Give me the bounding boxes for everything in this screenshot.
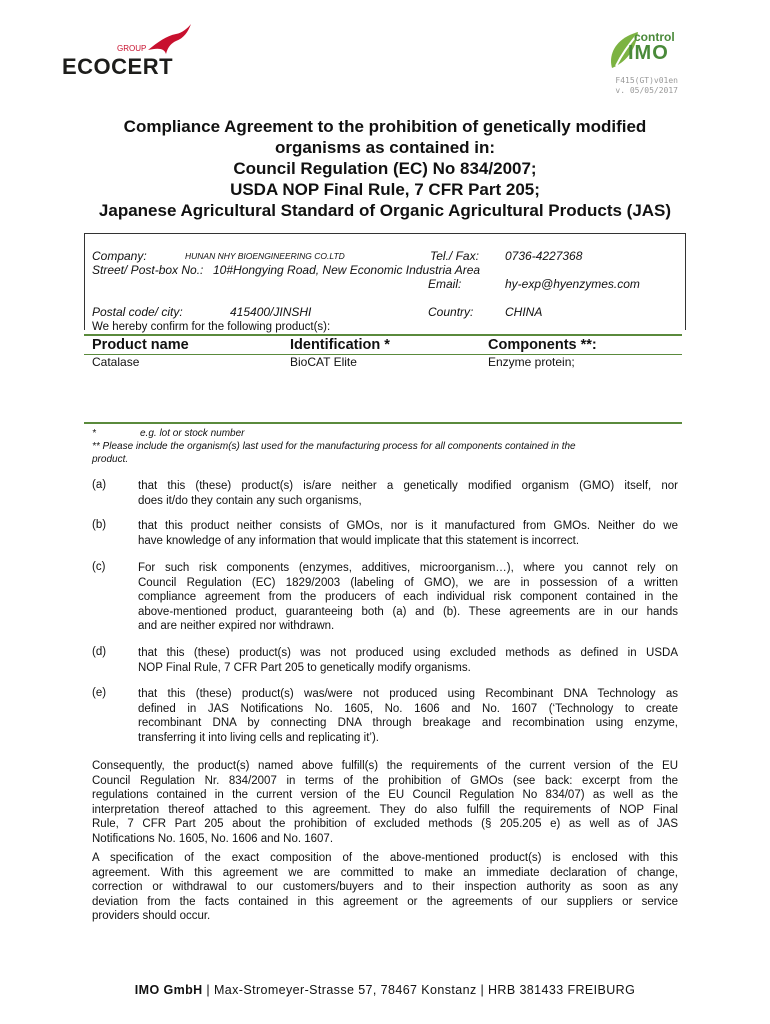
clause-line: that this (these) product(s) was/were not produced using Recombinant DNA Technology as [138,688,678,700]
clause-line: that this (these) product(s) is/are neither a genetically modified organism (GMO) itself, nor [138,480,678,492]
footnote-star: * [92,428,96,439]
closing-line: providers should occur. [92,910,211,922]
clause-line: does it/do they contain any such organisms, [138,494,362,507]
tel-value: 0736-4227368 [505,249,583,263]
clause-label: (e) [92,687,107,699]
title-line-4: USDA NOP Final Rule, 7 CFR Part 205; [230,180,540,199]
title-line-1: Compliance Agreement to the prohibition of genetically modified [123,117,647,136]
imo-wordmark: IMO [628,42,669,64]
clause-line: that this (these) product(s) was not produced using excluded methods as defined in USDA [138,647,678,659]
col-header-components: Components **: [488,337,597,353]
postal-value: 415400/JINSHI [230,305,312,319]
company-label: Company: [92,249,147,263]
footnote-double-star-2: product. [92,454,129,465]
email-label: Email: [428,277,462,291]
clause-label: (d) [92,646,107,658]
ecocert-logo [62,24,192,80]
col-header-product: Product name [92,337,189,353]
cell-identification: BioCAT Elite [290,355,357,369]
ecocert-group-label: GROUP [117,44,147,53]
clause-line: transferring it into living cells and replicating it’). [138,731,379,744]
col-header-identification: Identification * [290,337,390,353]
title-line-5: Japanese Agricultural Standard of Organic Agricultural Products (JAS) [98,201,672,220]
clause-line: NOP Final Rule, 7 CFR Part 205 to genetically modify organisms. [138,661,471,674]
closing-line: agreement. With this agreement we are committed to make an immediate declaration of change, [92,866,678,879]
ecocert-wordmark: ECOCERT [62,54,174,79]
clause-label: (c) [92,561,106,573]
imo-control-label: control [634,30,675,44]
clause-label: (b) [92,519,107,531]
form-number: F415(GT)v01en [615,76,678,85]
clause-line: recombinant DNA by connecting DNA through breakage and recombination using enzyme, [138,717,678,729]
country-label: Country: [428,305,474,319]
company-value: HUNAN NHY BIOENGINEERING CO.LTD [185,251,345,261]
closing-line: Rule, 7 CFR Part 205 about the prohibition of excluded methods (§ 205.205 e) as well as of JAS [92,818,678,830]
closing-line: Consequently, the product(s) named above fulfill(s) the requirements of the current version of the EU [92,760,678,772]
clause-line: compliance agreement from the producers of each individual risk component contained in the [138,591,678,603]
clause-line: For such risk components (enzymes, additives, microorganism…), where you cannot rely on [138,562,678,574]
clause-line: and are neither expired nor withdrawn. [138,620,335,632]
page-footer [0,983,770,997]
table-top-rule [84,334,682,336]
form-code [615,76,678,96]
clause-line: that this product neither consists of GMOs, nor is it manufactured from GMOs. Neither do we [138,520,678,532]
country-value: CHINA [505,305,543,319]
email-value: hy-exp@hyenzymes.com [505,277,640,291]
footnote-star-text: e.g. lot or stock number [140,428,245,439]
footer-separator: | [206,983,211,997]
footer-address: Max-Stromeyer-Strasse 57, 78467 Konstanz | HRB 381433 FREIBURG [213,983,636,997]
form-version: v. 05/05/2017 [615,86,678,95]
clause-line: have knowledge of any information that would implicate that this statement is incorrect. [138,534,580,547]
footnote-double-star-1: ** Please include the organism(s) last used for the manufacturing process for all components contained in the [92,441,576,452]
tel-label: Tel./ Fax: [430,249,479,263]
street-value: 10#Hongying Road, New Economic Industria Area [213,263,481,277]
clause-line: above-mentioned product, guaranteeing both (a) and (b). These agreements are in our hands [138,605,678,618]
closing-line: A specification of the exact composition of the above-mentioned product(s) is enclosed with this [92,852,678,864]
footer-company: IMO GmbH [134,983,203,997]
cell-product-name: Catalase [92,355,140,369]
closing-line: Notifications No. 1605, No. 1606 and No. 1607. [92,832,334,845]
cell-components: Enzyme protein; [488,355,575,369]
closing-line: regulations contained in the current version of the EU Council Regulation No 834/07) as well as the [92,789,678,801]
clause-label: (a) [92,479,107,491]
title-line-3: Council Regulation (EC) No 834/2007; [233,159,537,178]
clause-line: defined in JAS Notifications No. 1605, No. 1606 and No. 1607 (‘Technology to create [138,702,678,715]
closing-line: Council Regulation Nr. 834/2007 in terms of the prohibition of GMOs (see back: excerpt from the [92,774,678,787]
title-line-2: organisms as contained in: [274,138,496,157]
table-row [84,355,682,423]
clause-line: Council Regulation (EC) 1829/2003 (labeling of GMO), we are in possession of a written [138,576,678,589]
imo-logo [608,22,688,72]
postal-label: Postal code/ city: [92,305,183,319]
street-label: Street/ Post-box No.: [92,263,204,277]
closing-line: deviation from the facts contained in this agreement or the agreements of our suppliers or service [92,895,678,908]
table-bottom-rule [84,422,682,424]
closing-line: correction or withdrawal to our customers/buyers and to their inspection authority as soon as any [92,881,678,893]
closing-line: interpretation thereof attached to this agreement. They do also fulfill the requirements of NOP Final [92,803,678,816]
products-intro: We hereby confirm for the following product(s): [92,321,331,333]
